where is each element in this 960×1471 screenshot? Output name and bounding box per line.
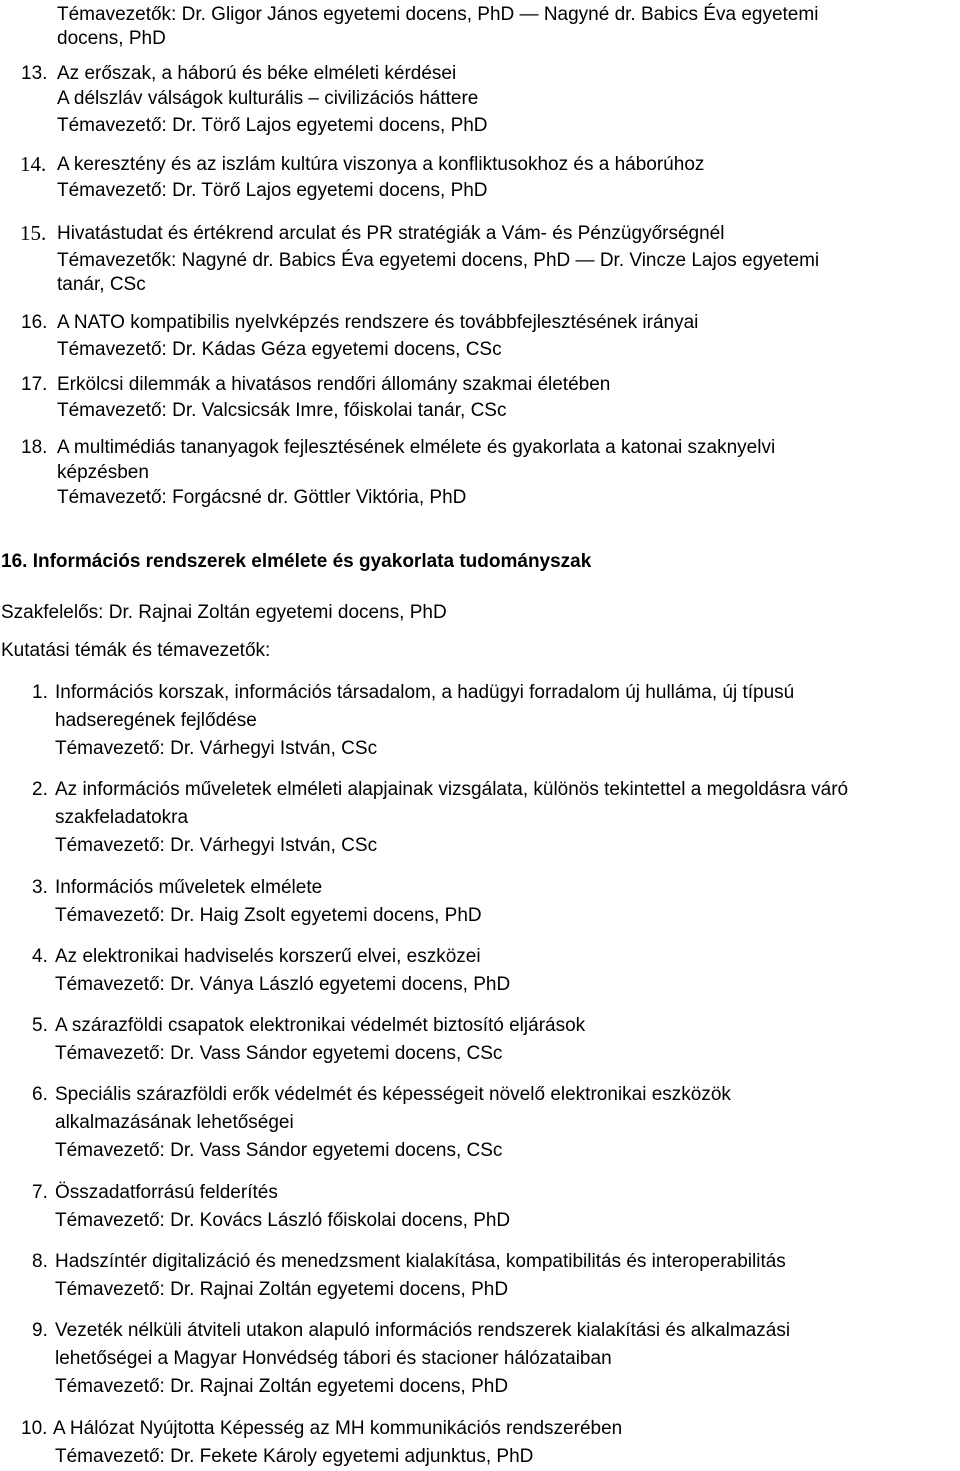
item-supervisor: Témavezető: Dr. Fekete Károly egyetemi adjunktus, PhD (55, 1446, 534, 1467)
section-responsible: Szakfelelős: Dr. Rajnai Zoltán egyetemi docens, PhD (1, 602, 447, 623)
item-title: A multimédiás tananyagok fejlesztésének elmélete és gyakorlata a katonai szaknyelvi (57, 437, 776, 458)
item-supervisor: Témavezető: Dr. Vass Sándor egyetemi docens, CSc (55, 1043, 503, 1064)
item-number: 3. (32, 877, 48, 898)
item-title: A szárazföldi csapatok elektronikai védelmét biztosító eljárások (55, 1015, 586, 1036)
supervisors-line: docens, PhD (57, 28, 166, 49)
item-title: lehetőségei a Magyar Honvédség tábori és stacioner hálózataiban (55, 1348, 612, 1369)
item-supervisor: Témavezető: Dr. Haig Zsolt egyetemi docens, PhD (55, 905, 482, 926)
item-supervisor: Témavezető: Dr. Kádas Géza egyetemi docens, CSc (57, 339, 502, 360)
item-supervisor: Témavezető: Dr. Ványa László egyetemi docens, PhD (55, 974, 511, 995)
item-title: Speciális szárazföldi erők védelmét és képességeit növelő elektronikai eszközök (55, 1084, 731, 1105)
item-supervisor: Témavezető: Dr. Törő Lajos egyetemi docens, PhD (57, 115, 488, 136)
item-title: alkalmazásának lehetőségei (55, 1112, 294, 1133)
item-title: A Hálózat Nyújtotta Képesség az MH kommunikációs rendszerében (53, 1418, 623, 1439)
item-number: 15. (20, 221, 47, 245)
item-number: 6. (32, 1084, 48, 1105)
item-supervisor: Témavezető: Dr. Valcsicsák Imre, főiskolai tanár, CSc (57, 400, 507, 421)
item-supervisor: Témavezető: Dr. Vass Sándor egyetemi docens, CSc (55, 1140, 503, 1161)
item-title: Hadszíntér digitalizáció és menedzsment kialakítása, kompatibilitás és interoperabilitás (55, 1251, 786, 1272)
item-title: A keresztény és az iszlám kultúra viszonya a konfliktusokhoz és a háborúhoz (57, 154, 705, 175)
item-number: 4. (32, 946, 48, 967)
item-title: Vezeték nélküli átviteli utakon alapuló információs rendszerek kialakítási és alkalmazási (55, 1320, 791, 1341)
item-supervisor: Témavezető: Dr. Kovács László főiskolai docens, PhD (55, 1210, 511, 1231)
topics-label: Kutatási témák és témavezetők: (1, 640, 271, 661)
item-title: képzésben (57, 462, 149, 483)
item-number: 2. (32, 779, 48, 800)
item-supervisor: Témavezetők: Nagyné dr. Babics Éva egyetemi docens, PhD — Dr. Vincze Lajos egyetemi (57, 250, 820, 271)
item-title: szakfeladatokra (55, 807, 189, 828)
item-supervisor: Témavezető: Forgácsné dr. Göttler Viktória, PhD (57, 487, 467, 508)
item-supervisor: Témavezető: Dr. Törő Lajos egyetemi docens, PhD (57, 180, 488, 201)
item-title: Hivatástudat és értékrend arculat és PR stratégiák a Vám- és Pénzügyőrségnél (57, 223, 725, 244)
item-title: Az erőszak, a háború és béke elméleti kérdései (57, 63, 457, 84)
item-number: 7. (32, 1182, 48, 1203)
item-number: 5. (32, 1015, 48, 1036)
item-number: 1. (32, 682, 48, 703)
item-title: Erkölcsi dilemmák a hivatásos rendőri állomány szakmai életében (57, 374, 611, 395)
item-number: 10. (21, 1418, 48, 1439)
item-title: A délszláv válságok kulturális – civilizációs háttere (57, 88, 479, 109)
item-supervisor: Témavezető: Dr. Rajnai Zoltán egyetemi docens, PhD (55, 1279, 509, 1300)
item-number: 17. (21, 374, 48, 395)
item-title: Információs korszak, információs társadalom, a hadügyi forradalom új hulláma, új típusú (55, 682, 795, 703)
item-title: A NATO kompatibilis nyelvképzés rendszere és továbbfejlesztésének irányai (57, 312, 699, 333)
item-title: Az információs műveletek elméleti alapjainak vizsgálata, különös tekintettel a megoldásra váró (55, 779, 849, 800)
item-number: 8. (32, 1251, 48, 1272)
item-number: 13. (21, 63, 48, 84)
item-number: 16. (21, 312, 48, 333)
item-title: Információs műveletek elmélete (55, 877, 323, 898)
item-title: Az elektronikai hadviselés korszerű elvei, eszközei (55, 946, 481, 967)
item-title: Összadatforrású felderítés (55, 1182, 278, 1203)
item-supervisor: Témavezető: Dr. Rajnai Zoltán egyetemi docens, PhD (55, 1376, 509, 1397)
item-supervisor: Témavezető: Dr. Várhegyi István, CSc (55, 835, 378, 856)
section-heading: 16. Információs rendszerek elmélete és gyakorlata tudományszak (1, 551, 592, 572)
item-number: 14. (20, 152, 47, 176)
item-supervisor: Témavezető: Dr. Várhegyi István, CSc (55, 738, 378, 759)
supervisors-line: Témavezetők: Dr. Gligor János egyetemi docens, PhD — Nagyné dr. Babics Éva egyetemi (57, 4, 819, 25)
item-title: hadseregének fejlődése (55, 710, 257, 731)
item-number: 9. (32, 1320, 48, 1341)
item-supervisor: tanár, CSc (57, 274, 146, 295)
item-number: 18. (21, 437, 48, 458)
